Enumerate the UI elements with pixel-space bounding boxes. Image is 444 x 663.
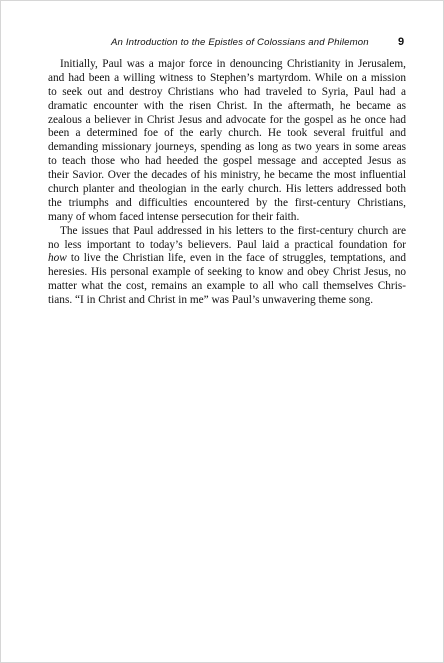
running-head-title: An Introduction to the Epistles of Colossians and Philemon bbox=[111, 37, 369, 48]
text-line: zealous a believer in Christ Jesus and advocate for the gospel as he once had bbox=[48, 113, 406, 126]
paragraph-1 bbox=[48, 58, 406, 225]
text-line: church planter and theologian in the early church. His letters addressed both bbox=[48, 183, 406, 196]
text-line: to seek out and destroy Christians who had traveled to Syria, Paul had a bbox=[48, 85, 406, 98]
text-line-with-emphasis bbox=[48, 252, 406, 266]
text-line: The issues that Paul addressed in his letters to the first-century church are bbox=[60, 224, 406, 237]
text-line: dramatic encounter with the risen Christ. In the aftermath, he became as bbox=[48, 99, 406, 112]
text-line: and had been a willing witness to Stephen’s martyrdom. While on a mission bbox=[48, 71, 406, 84]
text-line: their Savior. Over the decades of his ministry, he became the most influential bbox=[48, 169, 406, 182]
text-line: matter what the cost, remains an example to all who call themselves Chris- bbox=[48, 280, 406, 293]
text-line: no less important to today’s believers. Paul laid a practical foundation for bbox=[48, 238, 406, 251]
text-line: heresies. His personal example of seeking to know and obey Christ Jesus, no bbox=[48, 266, 406, 279]
text-line: tians. “I in Christ and Christ in me” was Paul’s unwavering theme song. bbox=[48, 294, 374, 307]
text-line: Initially, Paul was a major force in denouncing Christianity in Jerusalem, bbox=[60, 58, 406, 70]
page-number: 9 bbox=[398, 36, 405, 48]
text-line: the triumphs and difficulties encountered by the first-century Christians, bbox=[48, 196, 406, 209]
text-line: to teach those who had heeded the gospel message and accepted Jesus as bbox=[48, 155, 406, 168]
text-line: demanding missionary journeys, spending as long as two years in some areas bbox=[48, 141, 406, 154]
emphasis-word: how bbox=[48, 252, 67, 265]
text-line: many of whom faced intense persecution for their faith. bbox=[48, 210, 300, 223]
paragraph-2 bbox=[48, 225, 406, 308]
text-line: been a determined foe of the early church. He took several fruitful and bbox=[48, 127, 406, 140]
text-line-rest: to live the Christian life, even in the face of struggles, temptations, and bbox=[70, 252, 406, 265]
body-text bbox=[48, 58, 406, 308]
